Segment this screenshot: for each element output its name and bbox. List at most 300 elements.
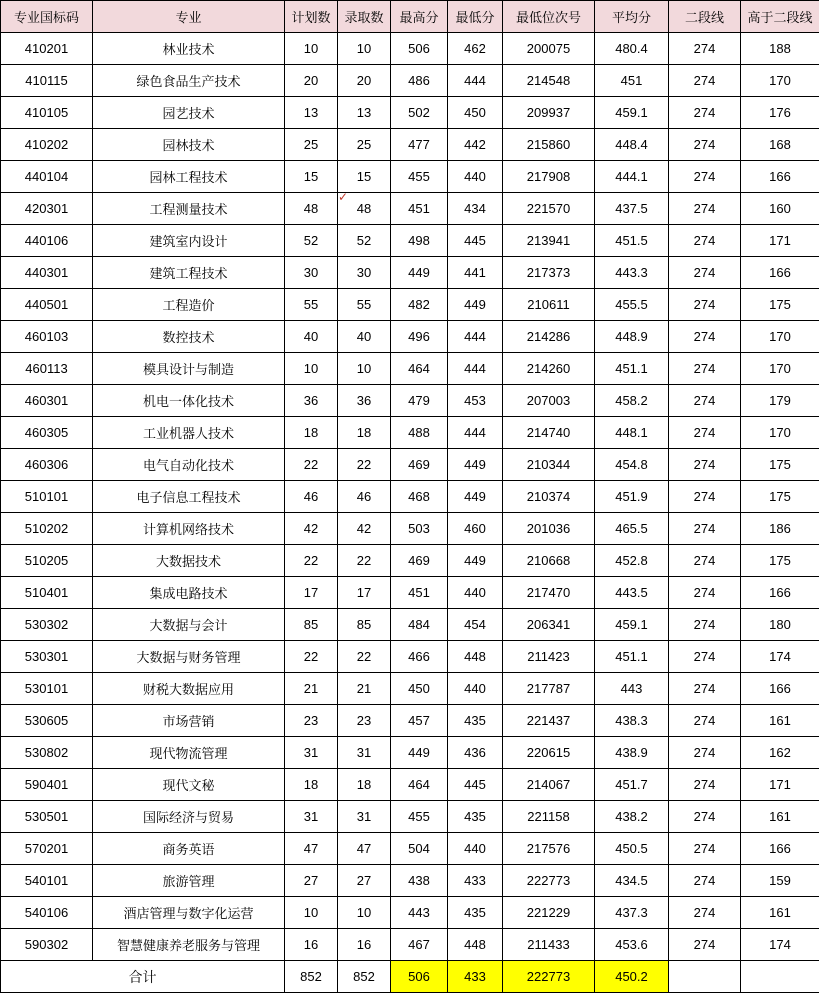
cell-min-rank: 210374 — [503, 481, 595, 513]
header-row — [1, 1, 819, 33]
cell-major-code: 540101 — [1, 865, 93, 897]
cell-major: 计算机网络技术 — [93, 513, 285, 545]
cell-segment-line: 274 — [669, 257, 741, 289]
cell-admit-count: 23 — [338, 705, 391, 737]
cell-min-score: 440 — [448, 673, 503, 705]
cell-avg-score: 453.6 — [595, 929, 669, 961]
cell-max-score: 466 — [391, 641, 448, 673]
header-cell-admit-count: 录取数 — [338, 1, 391, 33]
total-label: 合计 — [1, 961, 285, 993]
cell-major: 现代物流管理 — [93, 737, 285, 769]
cell-above-line: 166 — [741, 257, 819, 289]
table-body — [1, 33, 819, 961]
cell-avg-score: 434.5 — [595, 865, 669, 897]
cell-min-score: 440 — [448, 577, 503, 609]
cell-major-code: 530605 — [1, 705, 93, 737]
cell-major-code: 590401 — [1, 769, 93, 801]
cell-major-code: 410105 — [1, 97, 93, 129]
cell-segment-line: 274 — [669, 321, 741, 353]
cell-min-score: 436 — [448, 737, 503, 769]
cell-major-code: 440301 — [1, 257, 93, 289]
cell-max-score: 484 — [391, 609, 448, 641]
cell-segment-line: 274 — [669, 161, 741, 193]
cell-min-rank: 217787 — [503, 673, 595, 705]
cell-min-rank: 220615 — [503, 737, 595, 769]
cell-avg-score: 438.9 — [595, 737, 669, 769]
table-row — [1, 193, 819, 225]
cell-above-line: 176 — [741, 97, 819, 129]
cell-plan-count: 40 — [285, 321, 338, 353]
cell-min-rank: 210668 — [503, 545, 595, 577]
cell-major: 大数据技术 — [93, 545, 285, 577]
cell-max-score: 503 — [391, 513, 448, 545]
total-max-score: 506 — [391, 961, 448, 993]
cell-segment-line: 274 — [669, 769, 741, 801]
cell-above-line: 160 — [741, 193, 819, 225]
cell-min-score: 460 — [448, 513, 503, 545]
cell-max-score: 438 — [391, 865, 448, 897]
cell-plan-count: 21 — [285, 673, 338, 705]
cell-admit-count: 30 — [338, 257, 391, 289]
cell-plan-count: 42 — [285, 513, 338, 545]
cell-avg-score: 458.2 — [595, 385, 669, 417]
cell-above-line: 170 — [741, 65, 819, 97]
cell-plan-count: 31 — [285, 801, 338, 833]
cell-avg-score: 443.5 — [595, 577, 669, 609]
cell-max-score: 468 — [391, 481, 448, 513]
cell-major-code: 530501 — [1, 801, 93, 833]
cell-above-line: 159 — [741, 865, 819, 897]
cell-segment-line: 274 — [669, 97, 741, 129]
table-row — [1, 673, 819, 705]
table-row — [1, 513, 819, 545]
cell-max-score: 488 — [391, 417, 448, 449]
cell-plan-count: 23 — [285, 705, 338, 737]
cell-plan-count: 20 — [285, 65, 338, 97]
table-row — [1, 545, 819, 577]
cell-max-score: 504 — [391, 833, 448, 865]
cell-above-line: 161 — [741, 897, 819, 929]
cell-major: 园林工程技术 — [93, 161, 285, 193]
cell-max-score: 457 — [391, 705, 448, 737]
cell-avg-score: 455.5 — [595, 289, 669, 321]
cell-segment-line: 274 — [669, 897, 741, 929]
table-row — [1, 97, 819, 129]
total-above-line — [741, 961, 819, 993]
cell-avg-score: 448.9 — [595, 321, 669, 353]
table-row — [1, 577, 819, 609]
cell-above-line: 180 — [741, 609, 819, 641]
cell-segment-line: 274 — [669, 33, 741, 65]
table-row — [1, 609, 819, 641]
cell-segment-line: 274 — [669, 65, 741, 97]
cell-max-score: 467 — [391, 929, 448, 961]
cell-segment-line: 274 — [669, 385, 741, 417]
cell-major-code: 540106 — [1, 897, 93, 929]
table-row — [1, 705, 819, 737]
cell-admit-count: 13 — [338, 97, 391, 129]
cell-admit-count: 17 — [338, 577, 391, 609]
cell-min-score: 449 — [448, 289, 503, 321]
cell-segment-line: 274 — [669, 353, 741, 385]
cell-major: 模具设计与制造 — [93, 353, 285, 385]
table-row — [1, 833, 819, 865]
table-row — [1, 353, 819, 385]
cell-max-score: 464 — [391, 353, 448, 385]
cell-major-code: 460306 — [1, 449, 93, 481]
cell-min-score: 441 — [448, 257, 503, 289]
header-cell-segment-line: 二段线 — [669, 1, 741, 33]
cell-min-score: 462 — [448, 33, 503, 65]
cell-min-rank: 211433 — [503, 929, 595, 961]
cell-min-rank: 221158 — [503, 801, 595, 833]
header-cell-plan-count: 计划数 — [285, 1, 338, 33]
cell-avg-score: 480.4 — [595, 33, 669, 65]
cell-min-score: 449 — [448, 449, 503, 481]
cell-admit-count: 18 — [338, 769, 391, 801]
cell-major-code: 590302 — [1, 929, 93, 961]
cell-min-score: 454 — [448, 609, 503, 641]
cell-major: 电子信息工程技术 — [93, 481, 285, 513]
cell-plan-count: 10 — [285, 33, 338, 65]
cell-major: 现代文秘 — [93, 769, 285, 801]
cell-segment-line: 274 — [669, 513, 741, 545]
cell-max-score: 496 — [391, 321, 448, 353]
cell-above-line: 175 — [741, 545, 819, 577]
cell-plan-count: 27 — [285, 865, 338, 897]
header-cell-min-score: 最低分 — [448, 1, 503, 33]
cell-max-score: 479 — [391, 385, 448, 417]
cell-major-code: 510101 — [1, 481, 93, 513]
cell-avg-score: 451.5 — [595, 225, 669, 257]
total-avg-score: 450.2 — [595, 961, 669, 993]
cell-plan-count: 46 — [285, 481, 338, 513]
cell-segment-line: 274 — [669, 673, 741, 705]
cell-above-line: 161 — [741, 705, 819, 737]
cell-major-code: 410201 — [1, 33, 93, 65]
cell-min-score: 445 — [448, 769, 503, 801]
cell-admit-count: 31 — [338, 801, 391, 833]
cell-min-score: 442 — [448, 129, 503, 161]
cell-major-code: 460103 — [1, 321, 93, 353]
cell-admit-count: 31 — [338, 737, 391, 769]
cell-plan-count: 25 — [285, 129, 338, 161]
cell-max-score: 455 — [391, 161, 448, 193]
cell-max-score: 464 — [391, 769, 448, 801]
cell-above-line: 186 — [741, 513, 819, 545]
cell-segment-line: 274 — [669, 193, 741, 225]
total-min-rank: 222773 — [503, 961, 595, 993]
cell-avg-score: 452.8 — [595, 545, 669, 577]
cell-plan-count: 15 — [285, 161, 338, 193]
table-row — [1, 257, 819, 289]
cell-admit-count: 21 — [338, 673, 391, 705]
table-header — [1, 1, 819, 33]
cell-segment-line: 274 — [669, 577, 741, 609]
cell-segment-line: 274 — [669, 609, 741, 641]
cell-major-code: 460301 — [1, 385, 93, 417]
cell-max-score: 477 — [391, 129, 448, 161]
total-segment-line — [669, 961, 741, 993]
cell-min-rank: 207003 — [503, 385, 595, 417]
cell-min-score: 444 — [448, 353, 503, 385]
cell-avg-score: 465.5 — [595, 513, 669, 545]
cell-major: 市场营销 — [93, 705, 285, 737]
cell-avg-score: 451 — [595, 65, 669, 97]
cell-admit-count: 36 — [338, 385, 391, 417]
cell-avg-score: 459.1 — [595, 609, 669, 641]
cell-admit-count: 27 — [338, 865, 391, 897]
table-row — [1, 449, 819, 481]
cell-above-line: 166 — [741, 161, 819, 193]
table-row — [1, 385, 819, 417]
cell-admit-count: 55 — [338, 289, 391, 321]
cell-avg-score: 451.9 — [595, 481, 669, 513]
cell-major: 电气自动化技术 — [93, 449, 285, 481]
cell-max-score: 455 — [391, 801, 448, 833]
cell-plan-count: 10 — [285, 353, 338, 385]
cell-major-code: 410202 — [1, 129, 93, 161]
cell-above-line: 170 — [741, 321, 819, 353]
table-row — [1, 481, 819, 513]
cell-major: 工业机器人技术 — [93, 417, 285, 449]
cell-min-rank: 213941 — [503, 225, 595, 257]
cell-major: 商务英语 — [93, 833, 285, 865]
cell-min-rank: 209937 — [503, 97, 595, 129]
cell-major-code: 440106 — [1, 225, 93, 257]
cell-min-rank: 215860 — [503, 129, 595, 161]
cell-admit-count: 25 — [338, 129, 391, 161]
cell-major: 旅游管理 — [93, 865, 285, 897]
cell-min-rank: 221437 — [503, 705, 595, 737]
table-row — [1, 417, 819, 449]
cell-major: 酒店管理与数字化运营 — [93, 897, 285, 929]
table-row — [1, 865, 819, 897]
cell-segment-line: 274 — [669, 481, 741, 513]
cell-admit-count: 85 — [338, 609, 391, 641]
cell-above-line: 168 — [741, 129, 819, 161]
cell-avg-score: 443.3 — [595, 257, 669, 289]
cell-admit-count: 10 — [338, 353, 391, 385]
table-row — [1, 897, 819, 929]
cell-min-score: 445 — [448, 225, 503, 257]
cell-above-line: 179 — [741, 385, 819, 417]
cell-major: 建筑工程技术 — [93, 257, 285, 289]
cell-major: 工程造价 — [93, 289, 285, 321]
cell-major: 国际经济与贸易 — [93, 801, 285, 833]
table-row — [1, 801, 819, 833]
cell-segment-line: 274 — [669, 865, 741, 897]
cell-admit-count: 22 — [338, 641, 391, 673]
cell-min-rank: 221229 — [503, 897, 595, 929]
cell-admit-count: 48 — [338, 193, 391, 225]
cell-plan-count: 22 — [285, 641, 338, 673]
cell-min-rank: 201036 — [503, 513, 595, 545]
cell-avg-score: 438.2 — [595, 801, 669, 833]
cell-min-score: 434 — [448, 193, 503, 225]
table-row — [1, 289, 819, 321]
cell-min-score: 450 — [448, 97, 503, 129]
cell-above-line: 170 — [741, 417, 819, 449]
cell-min-score: 448 — [448, 641, 503, 673]
cell-plan-count: 22 — [285, 545, 338, 577]
header-cell-max-score: 最高分 — [391, 1, 448, 33]
cell-min-rank: 214067 — [503, 769, 595, 801]
cell-max-score: 482 — [391, 289, 448, 321]
cell-segment-line: 274 — [669, 449, 741, 481]
cell-plan-count: 22 — [285, 449, 338, 481]
cell-max-score: 449 — [391, 257, 448, 289]
cell-segment-line: 274 — [669, 225, 741, 257]
table-row — [1, 129, 819, 161]
cell-min-rank: 217576 — [503, 833, 595, 865]
cell-min-score: 435 — [448, 705, 503, 737]
cell-min-score: 444 — [448, 417, 503, 449]
header-cell-major: 专业 — [93, 1, 285, 33]
cell-major-code: 420301 — [1, 193, 93, 225]
cell-admit-count: 40 — [338, 321, 391, 353]
cell-segment-line: 274 — [669, 641, 741, 673]
cell-above-line: 166 — [741, 833, 819, 865]
cell-plan-count: 30 — [285, 257, 338, 289]
header-cell-min-rank: 最低位次号 — [503, 1, 595, 33]
cell-avg-score: 448.4 — [595, 129, 669, 161]
cell-major: 园林技术 — [93, 129, 285, 161]
cell-plan-count: 18 — [285, 417, 338, 449]
cell-min-score: 444 — [448, 65, 503, 97]
cell-major-code: 510401 — [1, 577, 93, 609]
cell-major-code: 440501 — [1, 289, 93, 321]
cell-major-code: 410115 — [1, 65, 93, 97]
cell-min-score: 453 — [448, 385, 503, 417]
total-plan-count: 852 — [285, 961, 338, 993]
cell-above-line: 175 — [741, 481, 819, 513]
header-cell-major-code: 专业国标码 — [1, 1, 93, 33]
cell-major-code: 440104 — [1, 161, 93, 193]
cell-max-score: 486 — [391, 65, 448, 97]
cell-min-score: 433 — [448, 865, 503, 897]
cell-avg-score: 444.1 — [595, 161, 669, 193]
cell-major: 园艺技术 — [93, 97, 285, 129]
cell-admit-count: 20 — [338, 65, 391, 97]
cell-plan-count: 36 — [285, 385, 338, 417]
cell-above-line: 174 — [741, 641, 819, 673]
cell-admit-count: 18 — [338, 417, 391, 449]
cell-major-code: 570201 — [1, 833, 93, 865]
cell-avg-score: 450.5 — [595, 833, 669, 865]
cell-above-line: 175 — [741, 289, 819, 321]
cell-major: 绿色食品生产技术 — [93, 65, 285, 97]
cell-max-score: 451 — [391, 193, 448, 225]
cell-max-score: 502 — [391, 97, 448, 129]
cell-max-score: 449 — [391, 737, 448, 769]
cell-above-line: 171 — [741, 225, 819, 257]
cell-avg-score: 448.1 — [595, 417, 669, 449]
cell-major-code: 510205 — [1, 545, 93, 577]
cell-major-code: 460305 — [1, 417, 93, 449]
cell-segment-line: 274 — [669, 545, 741, 577]
cell-max-score: 443 — [391, 897, 448, 929]
table-row — [1, 225, 819, 257]
cell-major-code: 460113 — [1, 353, 93, 385]
cell-major: 林业技术 — [93, 33, 285, 65]
cell-min-score: 444 — [448, 321, 503, 353]
cell-max-score: 469 — [391, 545, 448, 577]
cell-plan-count: 31 — [285, 737, 338, 769]
total-row — [1, 961, 819, 993]
cell-min-rank: 221570 — [503, 193, 595, 225]
cell-admit-count: 10 — [338, 897, 391, 929]
cell-min-score: 449 — [448, 545, 503, 577]
cell-above-line: 166 — [741, 577, 819, 609]
cell-admit-count: 47 — [338, 833, 391, 865]
cell-plan-count: 48 — [285, 193, 338, 225]
stray-pen-mark: ✓ — [338, 190, 349, 204]
cell-min-rank: 214286 — [503, 321, 595, 353]
table-row — [1, 769, 819, 801]
cell-major: 工程测量技术 — [93, 193, 285, 225]
cell-min-rank: 210611 — [503, 289, 595, 321]
cell-min-rank: 222773 — [503, 865, 595, 897]
cell-major: 机电一体化技术 — [93, 385, 285, 417]
cell-above-line: 162 — [741, 737, 819, 769]
cell-min-rank: 214740 — [503, 417, 595, 449]
cell-max-score: 450 — [391, 673, 448, 705]
cell-plan-count: 10 — [285, 897, 338, 929]
cell-segment-line: 274 — [669, 833, 741, 865]
cell-admit-count: 16 — [338, 929, 391, 961]
cell-max-score: 451 — [391, 577, 448, 609]
cell-major-code: 530802 — [1, 737, 93, 769]
table-row — [1, 321, 819, 353]
cell-max-score: 506 — [391, 33, 448, 65]
cell-avg-score: 451.7 — [595, 769, 669, 801]
cell-plan-count: 55 — [285, 289, 338, 321]
cell-min-rank: 210344 — [503, 449, 595, 481]
total-admit-count: 852 — [338, 961, 391, 993]
cell-plan-count: 85 — [285, 609, 338, 641]
cell-above-line: 166 — [741, 673, 819, 705]
cell-avg-score: 451.1 — [595, 353, 669, 385]
cell-segment-line: 274 — [669, 801, 741, 833]
cell-min-score: 449 — [448, 481, 503, 513]
cell-major: 大数据与财务管理 — [93, 641, 285, 673]
cell-segment-line: 274 — [669, 289, 741, 321]
table-row — [1, 737, 819, 769]
cell-admit-count: 15 — [338, 161, 391, 193]
cell-min-rank: 200075 — [503, 33, 595, 65]
cell-major-code: 530302 — [1, 609, 93, 641]
cell-above-line: 175 — [741, 449, 819, 481]
cell-above-line: 170 — [741, 353, 819, 385]
cell-admit-count: 22 — [338, 545, 391, 577]
cell-max-score: 469 — [391, 449, 448, 481]
cell-plan-count: 16 — [285, 929, 338, 961]
cell-max-score: 498 — [391, 225, 448, 257]
cell-admit-count: 46 — [338, 481, 391, 513]
cell-admit-count: 42 — [338, 513, 391, 545]
cell-above-line: 174 — [741, 929, 819, 961]
table-row — [1, 65, 819, 97]
cell-avg-score: 451.1 — [595, 641, 669, 673]
cell-min-rank: 211423 — [503, 641, 595, 673]
cell-avg-score: 443 — [595, 673, 669, 705]
table-footer — [1, 961, 819, 993]
cell-plan-count: 47 — [285, 833, 338, 865]
table-row — [1, 929, 819, 961]
cell-major: 大数据与会计 — [93, 609, 285, 641]
cell-major: 集成电路技术 — [93, 577, 285, 609]
